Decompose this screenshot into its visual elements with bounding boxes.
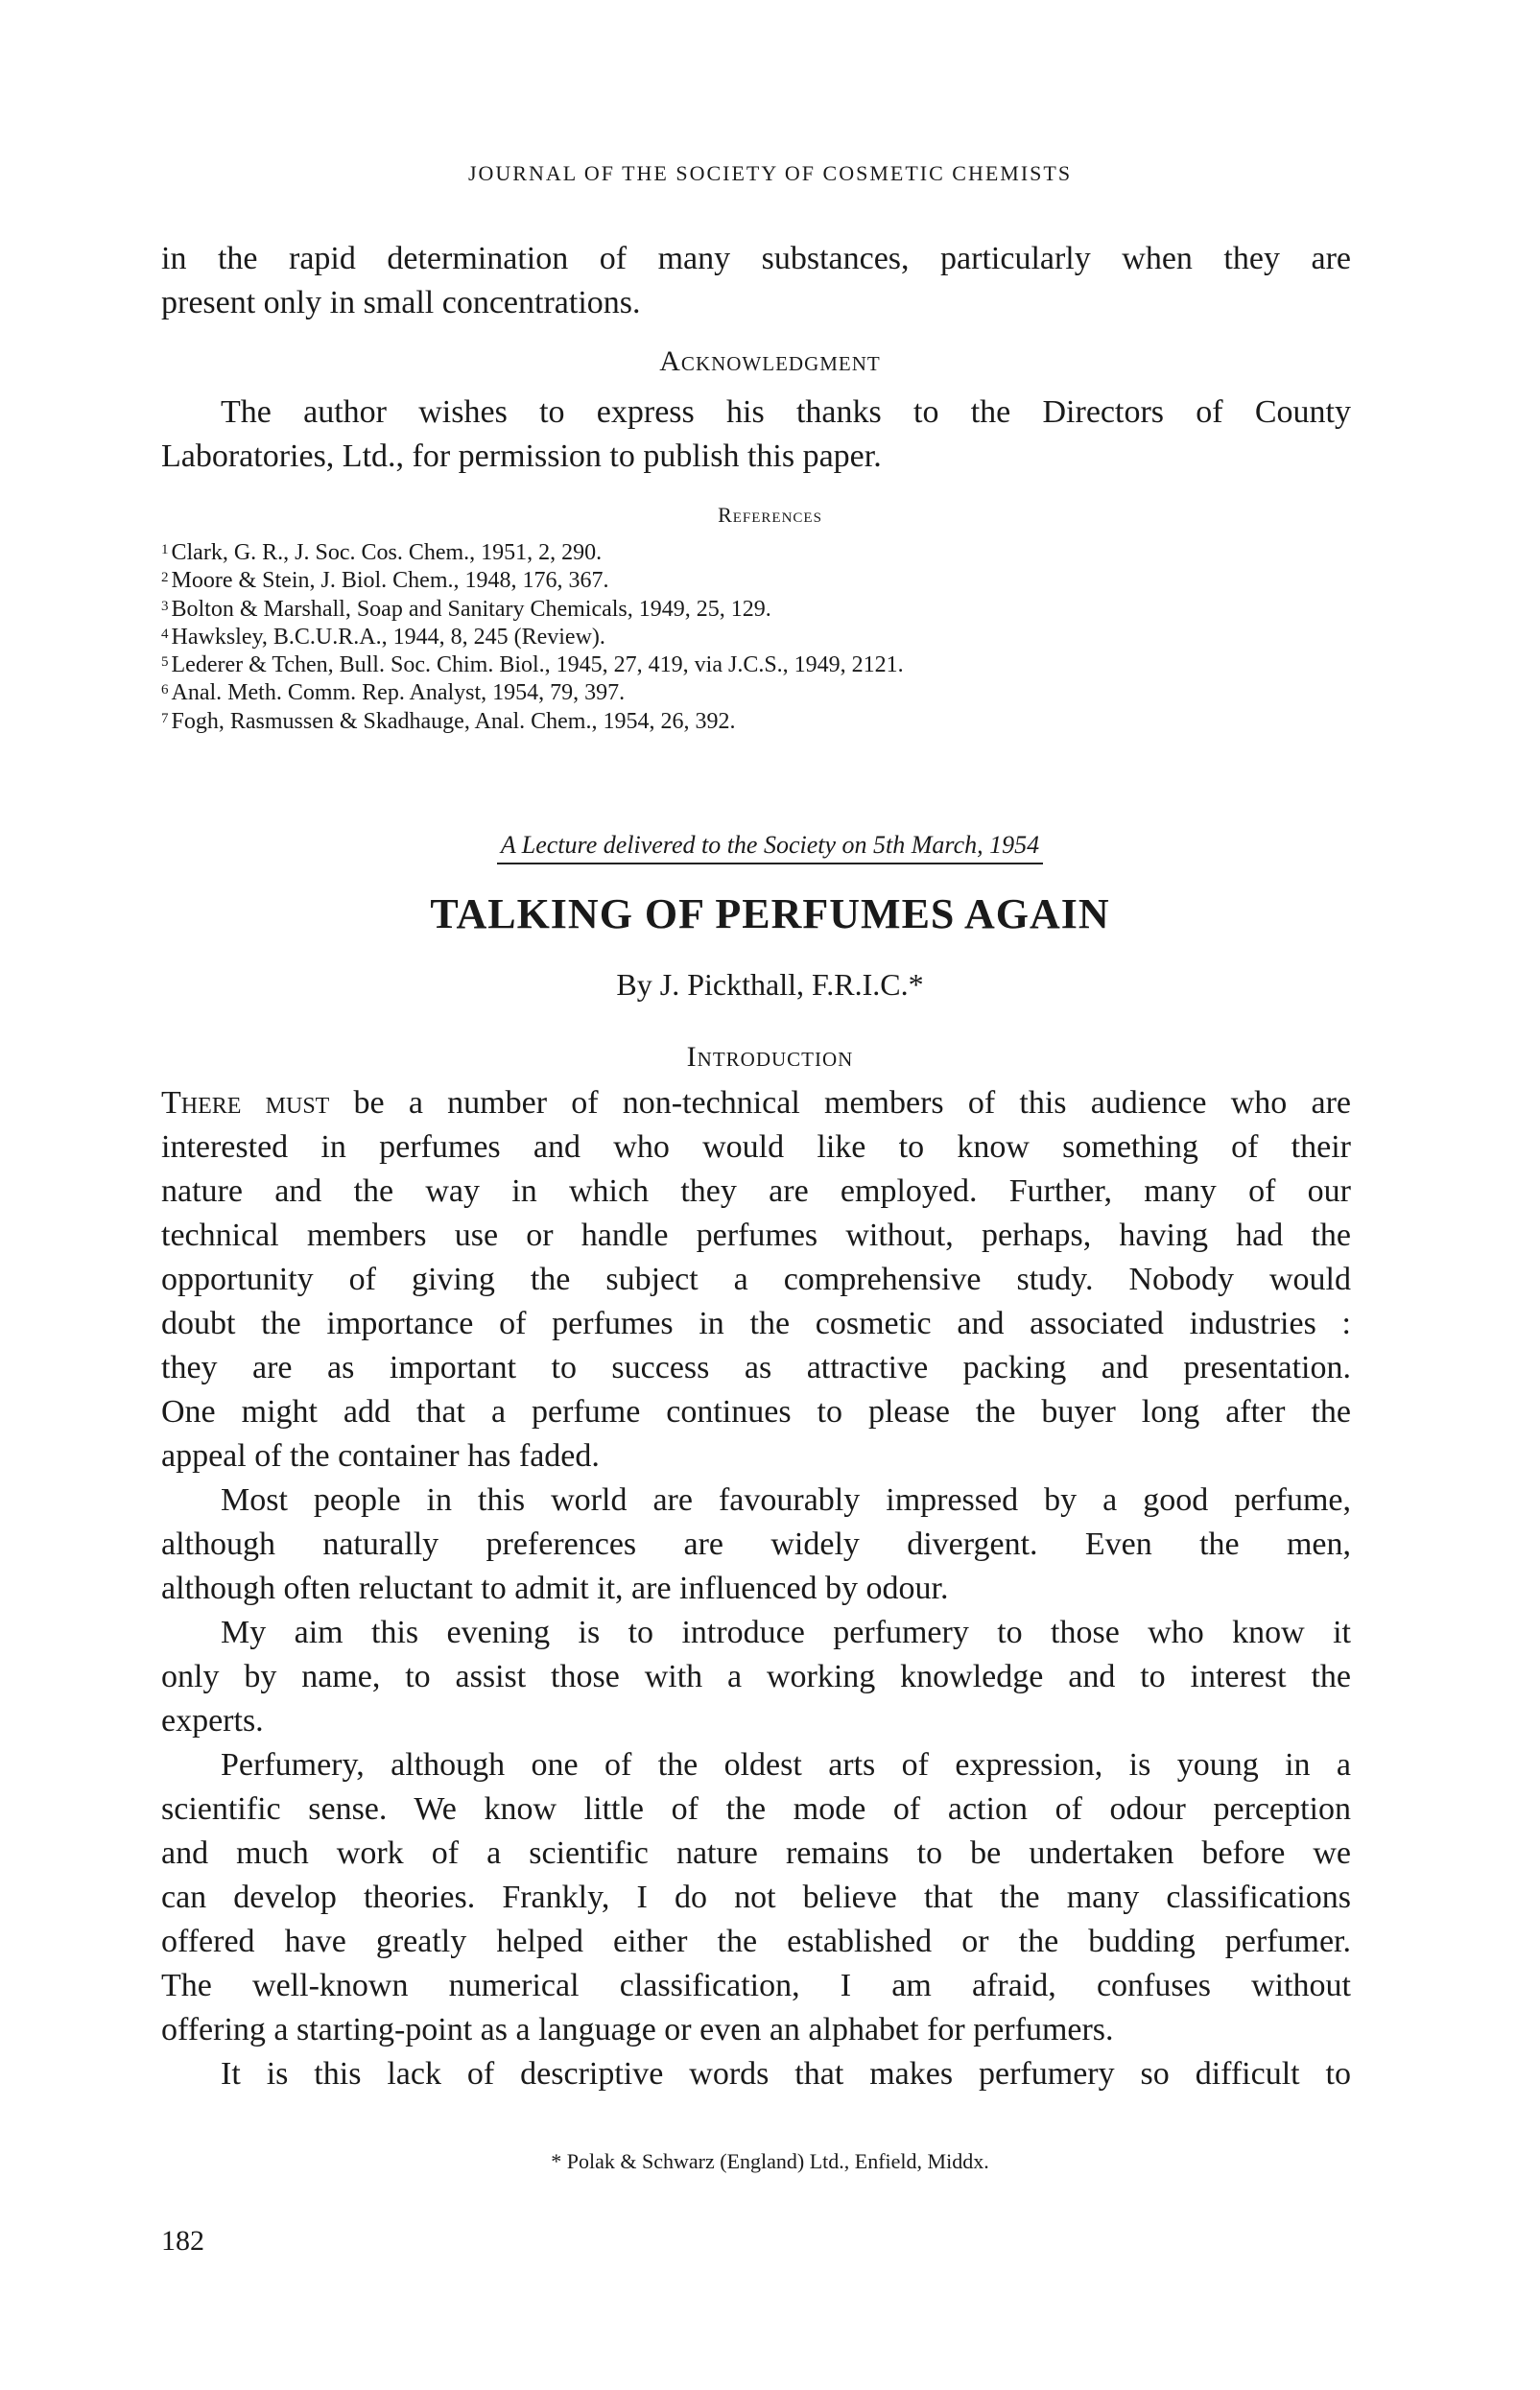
reference-text: Anal. Meth. Comm. Rep. Analyst, 1954, 79, 397. [171, 680, 626, 706]
reference-text: Lederer & Tchen, Bull. Soc. Chim. Biol., 1945, 27, 419, via J.C.S., 1949, 2121. [171, 652, 904, 678]
reference-item [161, 537, 904, 565]
text-line: in the rapid determination of many substances, particularly when they are [161, 241, 1351, 276]
reference-number: 6 [161, 682, 169, 698]
text-line: can develop theories. Frankly, I do not believe that the many classifications [161, 1880, 1351, 1915]
lead-in: There must [161, 1085, 330, 1121]
reference-item [161, 677, 904, 705]
text-line: although naturally preferences are widely divergent. Even the men, [161, 1526, 1351, 1562]
page-number: 182 [161, 2225, 204, 2257]
acknowledgment-heading: Acknowledgment [659, 345, 881, 377]
text-line: Laboratories, Ltd., for permission to publish this paper. [161, 438, 882, 474]
reference-text: Moore & Stein, J. Biol. Chem., 1948, 176, 367. [171, 568, 609, 594]
reference-text: Hawksley, B.C.U.R.A., 1944, 8, 245 (Review). [171, 624, 605, 650]
text-line [161, 1081, 1351, 1125]
continued-paragraph [161, 237, 1351, 325]
article-title: TALKING OF PERFUMES AGAIN [430, 890, 1110, 937]
text-line: opportunity of giving the subject a comprehensive study. Nobody would [161, 1262, 1351, 1297]
reference-number: 5 [161, 654, 169, 671]
text-line: offering a starting-point as a language or even an alphabet for perfumers. [161, 2012, 1114, 2047]
text-line: present only in small concentrations. [161, 285, 641, 320]
references-heading: References [718, 503, 822, 527]
reference-item [161, 622, 904, 650]
text-line: The author wishes to express his thanks to the Directors of County [221, 394, 1351, 430]
text-line: interested in perfumes and who would like to know something of their [161, 1129, 1351, 1165]
reference-text: Fogh, Rasmussen & Skadhauge, Anal. Chem., 1954, 26, 392. [171, 708, 736, 734]
byline: By J. Pickthall, F.R.I.C.* [616, 967, 924, 1002]
text-line: and much work of a scientific nature remains to be undertaken before we [161, 1835, 1351, 1871]
text-line: only by name, to assist those with a working knowledge and to interest the [161, 1659, 1351, 1694]
footnote: * Polak & Schwarz (England) Ltd., Enfield, Middx. [551, 2149, 989, 2173]
text-line: although often reluctant to admit it, are influenced by odour. [161, 1571, 949, 1606]
text-line: My aim this evening is to introduce perfumery to those who know it [221, 1615, 1351, 1650]
reference-number: 4 [161, 626, 169, 642]
running-head: JOURNAL OF THE SOCIETY OF COSMETIC CHEMISTS [467, 161, 1073, 185]
reference-number: 2 [161, 570, 169, 586]
reference-text: Clark, G. R., J. Soc. Cos. Chem., 1951, 2, 290. [171, 540, 603, 565]
text-line: they are as important to success as attractive packing and presentation. [161, 1350, 1351, 1385]
lecture-note [0, 831, 1540, 860]
reference-number: 3 [161, 598, 169, 614]
reference-item [161, 706, 904, 734]
text-line: One might add that a perfume continues to please the buyer long after the [161, 1394, 1351, 1430]
text-line: technical members use or handle perfumes without, perhaps, having had the [161, 1218, 1351, 1253]
reference-item [161, 565, 904, 593]
text-line: scientific sense. We know little of the mode of action of odour perception [161, 1791, 1351, 1827]
reference-number: 7 [161, 710, 169, 726]
reference-item [161, 594, 904, 622]
references-list [161, 537, 904, 734]
reference-text: Bolton & Marshall, Soap and Sanitary Chemicals, 1949, 25, 129. [171, 596, 771, 622]
text-line: It is this lack of descriptive words that makes perfumery so difficult to [221, 2056, 1351, 2092]
line-text: be a number of non-technical members of this audience who are [353, 1085, 1351, 1121]
lecture-note-text: A Lecture delivered to the Society on 5th March, 1954 [497, 831, 1043, 864]
text-line: The well-known numerical classification, I am afraid, confuses without [161, 1968, 1351, 2003]
text-line: experts. [161, 1703, 264, 1739]
text-line: Most people in this world are favourably impressed by a good perfume, [221, 1482, 1351, 1518]
text-line: nature and the way in which they are employed. Further, many of our [161, 1173, 1351, 1209]
reference-number: 1 [161, 542, 169, 557]
introduction-body [161, 1081, 1351, 2096]
reference-item [161, 650, 904, 677]
acknowledgment-paragraph [161, 390, 1351, 479]
introduction-heading: Introduction [686, 1041, 854, 1073]
text-line: offered have greatly helped either the established or the budding perfumer. [161, 1924, 1351, 1959]
text-line: doubt the importance of perfumes in the cosmetic and associated industries : [161, 1306, 1351, 1341]
text-line: Perfumery, although one of the oldest arts of expression, is young in a [221, 1747, 1351, 1783]
text-line: appeal of the container has faded. [161, 1438, 600, 1474]
